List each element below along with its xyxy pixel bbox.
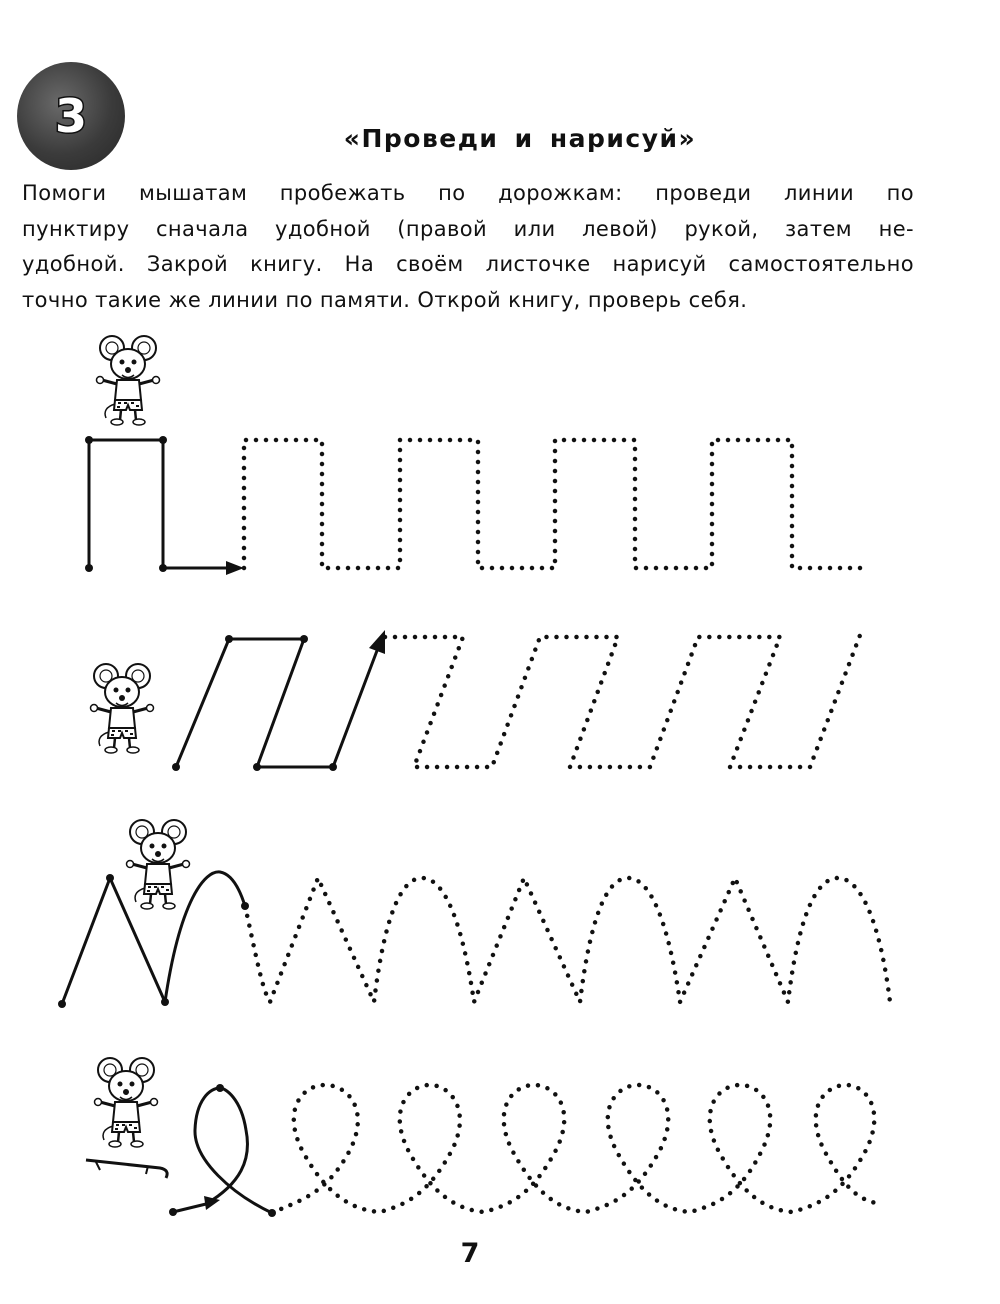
page-number: 7 [460, 1238, 480, 1269]
row-2-solid-path [172, 630, 385, 771]
row-4-solid-path [169, 1084, 276, 1217]
instruction-line: Помоги мышатам пробежать по дорожкам: проведи линии по [22, 181, 914, 205]
row-1-solid-path [85, 436, 244, 575]
exercise-title: «Проведи и нарисуй» [343, 124, 697, 153]
mouse-standing-icon [97, 336, 160, 425]
sled-icon [86, 1160, 167, 1178]
mouse-sledding-icon [95, 1058, 158, 1147]
instruction-line: точно такие же линии по памяти. Открой книгу, проверь себя. [22, 287, 748, 312]
row-4-dotted-path [272, 1085, 880, 1213]
exercise-number: 3 [54, 89, 87, 143]
row-3-dotted-path [245, 878, 890, 1002]
instruction-line: удобной. Закрой книгу. На своём листочке нарисуй самостоятельно [22, 252, 914, 276]
mouse-jumping-icon [127, 820, 190, 909]
row-1-dotted-path [244, 440, 868, 568]
row-2-dotted-path [385, 630, 862, 767]
mouse-waving-icon [91, 664, 154, 753]
instruction-line: пунктиру сначала удобной (правой или левой) рукой, затем не- [22, 216, 914, 241]
